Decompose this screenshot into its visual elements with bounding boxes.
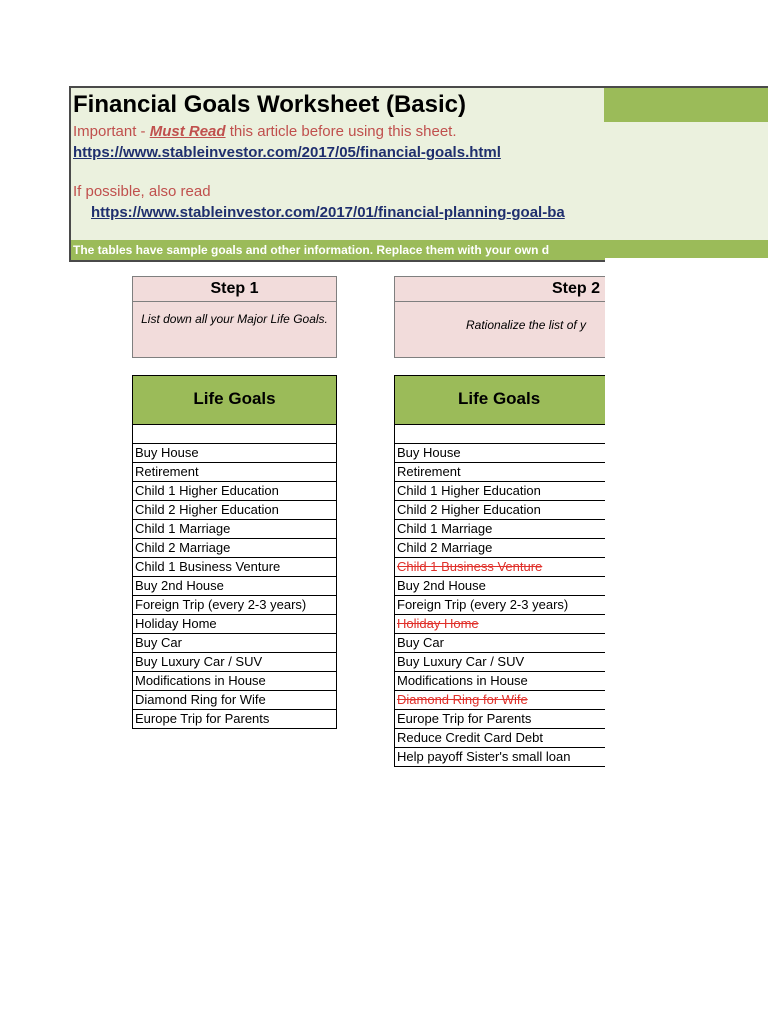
goal-row[interactable]: Retirement <box>395 463 614 482</box>
article-link-2[interactable]: https://www.stableinvestor.com/2017/01/financial-planning-goal-ba <box>91 204 565 221</box>
step-1-description: List down all your Major Life Goals. <box>141 312 328 326</box>
life-goals-rows <box>133 444 336 728</box>
step-1-title: Step 1 <box>133 277 336 302</box>
goal-row[interactable]: Diamond Ring for Wife <box>395 691 614 710</box>
goal-row[interactable]: Europe Trip for Parents <box>395 710 614 729</box>
also-read-note: If possible, also read <box>73 183 211 200</box>
goal-row[interactable]: Foreign Trip (every 2-3 years) <box>395 596 614 615</box>
must-read-text: Must Read <box>149 123 226 140</box>
goal-row[interactable]: Help payoff Sister's small loan <box>397 749 571 764</box>
goal-row[interactable]: Holiday Home <box>395 615 614 634</box>
blank-row[interactable] <box>133 425 336 444</box>
goal-row[interactable]: Child 2 Marriage <box>395 539 614 558</box>
goal-row[interactable]: Buy House <box>133 444 336 463</box>
goal-row[interactable]: Child 1 Marriage <box>395 520 614 539</box>
page-title: Financial Goals Worksheet (Basic) <box>73 91 467 118</box>
goal-row[interactable]: Diamond Ring for Wife <box>133 691 336 710</box>
goal-row[interactable]: Buy House <box>395 444 614 463</box>
goal-row[interactable]: Buy 2nd House <box>133 577 336 596</box>
important-note <box>73 123 457 140</box>
header-block <box>69 86 768 262</box>
goal-row[interactable]: Buy 2nd House <box>395 577 614 596</box>
goal-row[interactable]: Child 2 Higher Education <box>395 501 614 520</box>
life-goals-header: Life Goals <box>133 376 336 425</box>
goal-row[interactable]: Child 1 Business Venture <box>395 558 614 577</box>
goal-row[interactable]: Child 1 Higher Education <box>133 482 336 501</box>
goal-row[interactable]: Buy Luxury Car / SUV <box>395 653 614 672</box>
step-1-box <box>132 276 337 358</box>
goal-row[interactable]: Child 2 Marriage <box>133 539 336 558</box>
goal-row[interactable]: Foreign Trip (every 2-3 years) <box>133 596 336 615</box>
step-2-description: Rationalize the list of y <box>466 318 587 332</box>
life-goals-header: Life Goals <box>395 376 614 425</box>
goal-row[interactable]: Child 1 Business Venture <box>133 558 336 577</box>
blank-row[interactable] <box>395 425 614 444</box>
goal-row[interactable]: Buy Car <box>395 634 614 653</box>
step-2-title: Step 2 <box>395 277 767 302</box>
goal-row[interactable]: Child 2 Higher Education <box>133 501 336 520</box>
life-goals-table-1 <box>132 375 337 729</box>
goal-row[interactable]: Buy Luxury Car / SUV <box>133 653 336 672</box>
title-bar-green <box>604 88 768 122</box>
cropped-area <box>605 258 768 1024</box>
goal-row[interactable]: Holiday Home <box>133 615 336 634</box>
important-suffix: this article before using this sheet. <box>225 123 457 140</box>
goal-row[interactable]: Reduce Credit Card Debt <box>395 729 614 748</box>
goal-row[interactable]: Child 1 Higher Education <box>395 482 614 501</box>
important-prefix: Important - <box>73 123 150 140</box>
goal-row[interactable]: Modifications in House <box>395 672 614 691</box>
article-link-1[interactable]: https://www.stableinvestor.com/2017/05/financial-goals.html <box>73 144 501 161</box>
life-goals-rows <box>395 444 614 766</box>
goal-row[interactable]: Child 1 Marriage <box>133 520 336 539</box>
goal-row[interactable]: Buy Car <box>133 634 336 653</box>
goal-row[interactable]: Modifications in House <box>133 672 336 691</box>
goal-row[interactable]: Europe Trip for Parents <box>135 711 270 726</box>
goal-row[interactable]: Retirement <box>133 463 336 482</box>
info-banner: The tables have sample goals and other information. Replace them with your own d <box>71 240 768 260</box>
life-goals-table-2 <box>394 375 614 767</box>
